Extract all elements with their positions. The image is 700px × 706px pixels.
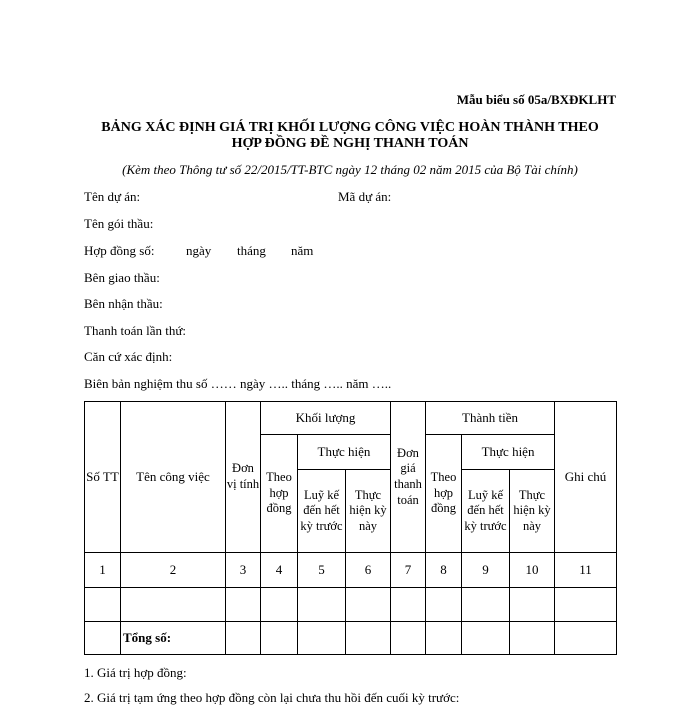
- document-title-line-2: HỢP ĐỒNG ĐỀ NGHỊ THANH TOÁN: [231, 136, 469, 151]
- header-amount-executed: Thực hiện: [462, 435, 555, 470]
- contract-number-label: Hợp đồng số:: [84, 243, 155, 258]
- employer-label: Bên giao thầu:: [84, 270, 160, 285]
- table-cell: [462, 622, 510, 655]
- column-number: 7: [391, 553, 426, 588]
- column-number: 3: [226, 553, 261, 588]
- payment-table: [84, 401, 617, 655]
- table-cell: [121, 588, 226, 622]
- header-note: Ghi chú: [555, 402, 617, 553]
- table-cell: [510, 588, 555, 622]
- column-number: 10: [510, 553, 555, 588]
- table-cell: [261, 588, 298, 622]
- table-cell: [391, 622, 426, 655]
- table-cell: [426, 622, 462, 655]
- header-work-name: Tên công việc: [121, 402, 226, 553]
- header-unit: Đơn vị tính: [226, 402, 261, 553]
- payment-number-label: Thanh toán lần thứ:: [84, 323, 186, 338]
- table-cell: [346, 622, 391, 655]
- column-number: 11: [555, 553, 617, 588]
- header-quantity-cumulative: Luỹ kế đến hết kỳ trước: [298, 470, 346, 553]
- header-no: Số TT: [85, 402, 121, 553]
- document-subtitle: (Kèm theo Thông tư số 22/2015/TT-BTC ngày 12 tháng 02 năm 2015 của Bộ Tài chính): [122, 162, 578, 177]
- contractor-label: Bên nhận thầu:: [84, 296, 163, 311]
- column-number: 8: [426, 553, 462, 588]
- table-cell: [85, 622, 121, 655]
- contract-day-label: ngày: [186, 243, 212, 258]
- form-code: Mẫu biểu số 05a/BXĐKLHT: [456, 92, 616, 107]
- advance-remaining-label: 2. Giá trị tạm ứng theo hợp đồng còn lại chưa thu hồi đến cuối kỳ trước:: [84, 690, 460, 705]
- contract-year-label: năm: [291, 243, 314, 258]
- table-cell: [555, 622, 617, 655]
- header-quantity-per-contract: Theo hợp đồng: [261, 435, 298, 553]
- header-quantity-this-period: Thực hiện kỳ này: [346, 470, 391, 553]
- table-cell: [555, 588, 617, 622]
- table-cell: [85, 588, 121, 622]
- column-number: 1: [85, 553, 121, 588]
- table-cell: [426, 588, 462, 622]
- table-cell: [510, 622, 555, 655]
- header-amount-cumulative: Luỹ kế đến hết kỳ trước: [462, 470, 510, 553]
- header-amount: Thành tiền: [426, 402, 555, 435]
- column-number: 5: [298, 553, 346, 588]
- column-number: 6: [346, 553, 391, 588]
- total-label: Tổng số:: [121, 622, 226, 655]
- column-number: 9: [462, 553, 510, 588]
- project-name-label: Tên dự án:: [84, 189, 141, 204]
- contract-month-label: tháng: [237, 243, 266, 258]
- table-cell: [261, 622, 298, 655]
- basis-label: Căn cứ xác định:: [84, 349, 173, 364]
- table-cell: [391, 588, 426, 622]
- total-row: [85, 622, 617, 655]
- column-number: 4: [261, 553, 298, 588]
- table-cell: [346, 588, 391, 622]
- header-amount-this-period: Thực hiện kỳ này: [510, 470, 555, 553]
- header-unit-price: Đơn giá thanh toán: [391, 402, 426, 553]
- table-cell: [298, 622, 346, 655]
- contract-value-label: 1. Giá trị hợp đồng:: [84, 665, 187, 680]
- table-row: [85, 588, 617, 622]
- table-cell: [298, 588, 346, 622]
- package-name-label: Tên gói thầu:: [84, 216, 154, 231]
- table-cell: [226, 588, 261, 622]
- header-quantity: Khối lượng: [261, 402, 391, 435]
- table-cell: [226, 622, 261, 655]
- column-number-row: [85, 553, 617, 588]
- header-quantity-executed: Thực hiện: [298, 435, 391, 470]
- document-title-line-1: BẢNG XÁC ĐỊNH GIÁ TRỊ KHỐI LƯỢNG CÔNG VIỆC HOÀN THÀNH THEO: [101, 120, 599, 135]
- table-cell: [462, 588, 510, 622]
- column-number: 2: [121, 553, 226, 588]
- project-code-label: Mã dự án:: [338, 189, 392, 204]
- acceptance-record-label: Biên bản nghiệm thu số …… ngày ….. tháng ….. năm …..: [84, 376, 392, 391]
- header-amount-per-contract: Theo hợp đồng: [426, 435, 462, 553]
